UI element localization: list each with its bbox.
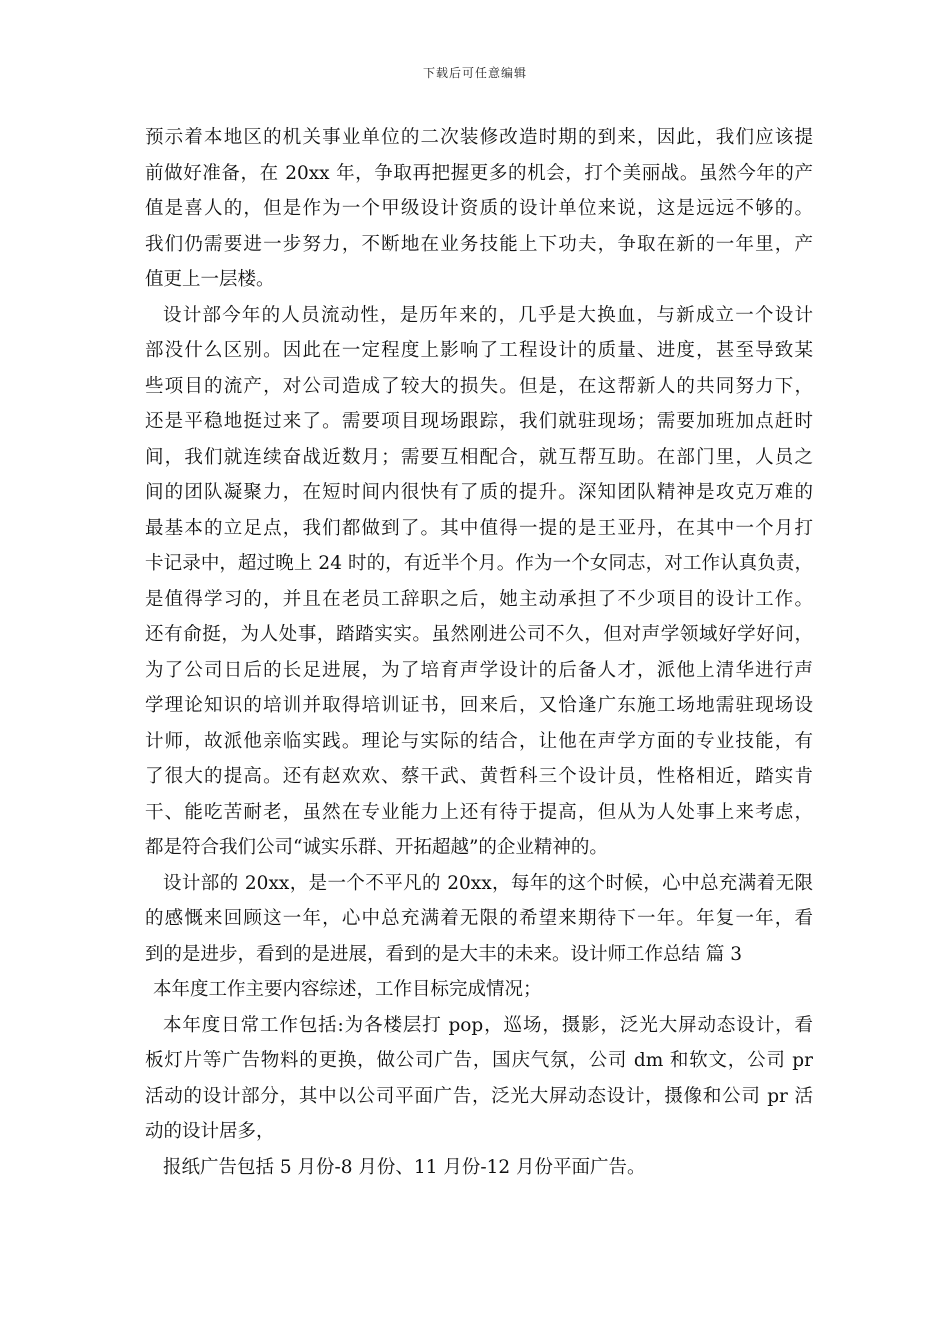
text-line: 设计部的 20xx，是一个不平凡的 20xx，每年的这个时候，心中总充满着无限 bbox=[163, 872, 813, 894]
text-line: 都是符合我们公司“诚实乐群、开拓超越”的企业精神的。 bbox=[145, 837, 608, 858]
text-line: 学理论知识的培训并取得培训证书，回来后，又恰逢广东施工场地需驻现场设 bbox=[145, 695, 813, 716]
text-line: 最基本的立足点，我们都做到了。其中值得一提的是王亚丹，在其中一个月打 bbox=[145, 517, 813, 539]
text-line: 动的设计居多， bbox=[145, 1121, 275, 1142]
text-line: 本年度工作主要内容综述，工作目标完成情况； bbox=[153, 979, 542, 1000]
paragraph bbox=[145, 120, 813, 298]
text-line: 卡记录中，超过晚上 24 时的，有近半个月。作为一个女同志，对工作认真负责， bbox=[145, 553, 813, 574]
text-line: 计师，故派他亲临实践。理论与实际的结合，让他在声学方面的专业技能，有 bbox=[145, 730, 813, 752]
text-line: 前做好准备，在 20xx 年，争取再把握更多的机会，打个美丽战。虽然今年的产 bbox=[145, 162, 813, 184]
text-line: 到的是进步，看到的是进展，看到的是大丰的未来。设计师工作总结 篇 3 bbox=[145, 943, 743, 965]
text-line: 间，我们就连续奋战近数月；需要互相配合，就互帮互助。在部门里，人员之 bbox=[145, 446, 813, 468]
text-line: 设计部今年的人员流动性，是历年来的，几乎是大换血，与新成立一个设计 bbox=[163, 304, 813, 326]
text-line: 些项目的流产，对公司造成了较大的损失。但是，在这帮新人的共同努力下， bbox=[145, 375, 813, 397]
text-line: 报纸广告包括 5 月份-8 月份、11 月份-12 月份平面广告。 bbox=[163, 1156, 646, 1178]
text-line: 我们仍需要进一步努力，不断地在业务技能上下功夫，争取在新的一年里，产 bbox=[145, 233, 813, 255]
text-line: 活动的设计部分，其中以公司平面广告，泛光大屏动态设计，摄像和公司 pr 活 bbox=[145, 1085, 813, 1107]
text-line: 为了公司日后的长足进展，为了培育声学设计的后备人才，派他上清华进行声 bbox=[145, 659, 813, 681]
text-line: 还是平稳地挺过来了。需要项目现场跟踪，我们就驻现场；需要加班加点赶时 bbox=[145, 411, 813, 432]
text-line: 是值得学习的，并且在老员工辞职之后，她主动承担了不少项目的设计工作。 bbox=[145, 588, 813, 610]
paragraph bbox=[145, 866, 813, 973]
text-line: 值是喜人的，但是作为一个甲级设计资质的设计单位来说，这是远远不够的。 bbox=[145, 198, 813, 219]
text-line: 部没什么区别。因此在一定程度上影响了工程设计的质量、进度，甚至导致某 bbox=[145, 340, 813, 361]
text-line: 干、能吃苦耐老，虽然在专业能力上还有待于提高，但从为人处事上来考虑， bbox=[145, 801, 813, 823]
text-line: 的感慨来回顾这一年，心中总充满着无限的希望来期待下一年。年复一年，看 bbox=[145, 908, 813, 929]
paragraph bbox=[145, 1150, 813, 1186]
document-body bbox=[145, 120, 813, 1185]
text-line: 本年度日常工作包括:为各楼层打 pop，巡场，摄影，泛光大屏动态设计，看 bbox=[163, 1014, 813, 1036]
text-line: 值更上一层楼。 bbox=[145, 269, 275, 290]
paragraph bbox=[145, 298, 813, 866]
paragraph bbox=[145, 1008, 813, 1150]
paragraph bbox=[145, 972, 813, 1008]
text-line: 还有俞挺，为人处事，踏踏实实。虽然刚进公司不久，但对声学领域好学好问， bbox=[145, 624, 813, 645]
text-line: 板灯片等广告物料的更换，做公司广告，国庆气氛，公司 dm 和软文，公司 pr bbox=[145, 1050, 813, 1071]
text-line: 预示着本地区的机关事业单位的二次装修改造时期的到来，因此，我们应该提 bbox=[145, 127, 813, 148]
page-header: 下载后可任意编辑 bbox=[422, 66, 527, 80]
text-line: 了很大的提高。还有赵欢欢、蔡干武、黄哲科三个设计员，性格相近，踏实肯 bbox=[145, 766, 813, 787]
text-line: 间的团队凝聚力，在短时间内很快有了质的提升。深知团队精神是攻克万难的 bbox=[145, 482, 813, 503]
